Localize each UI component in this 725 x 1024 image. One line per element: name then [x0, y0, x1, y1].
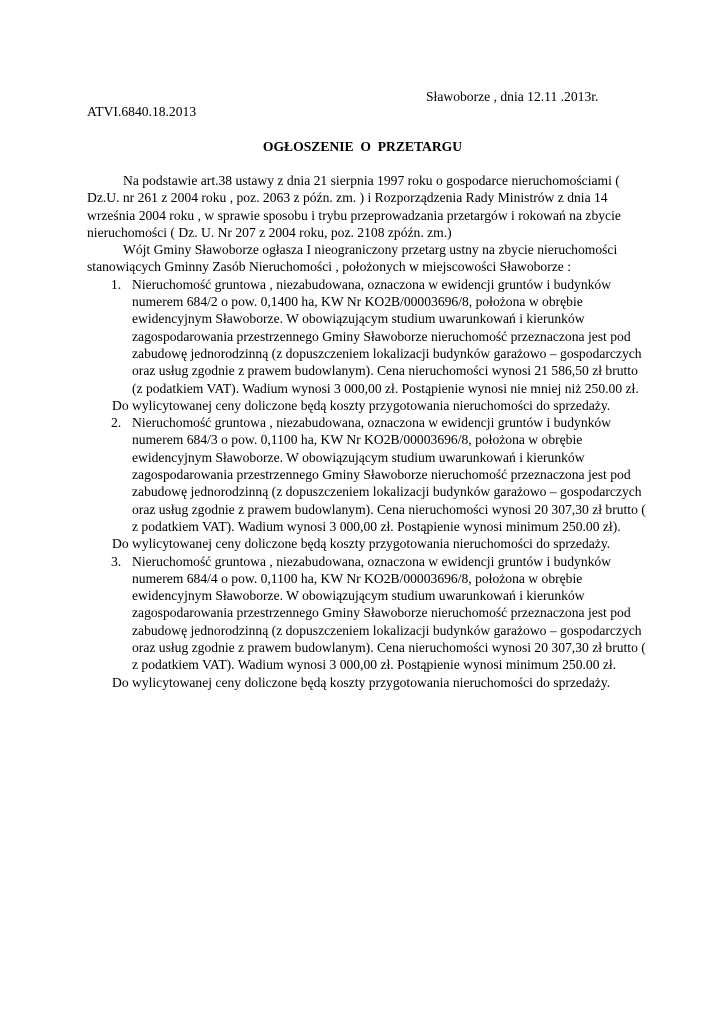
property-item-2: [87, 414, 647, 535]
place-and-date: Sławoborze , dnia 12.11 .2013r.: [426, 89, 599, 104]
property-item-1: [87, 276, 647, 397]
reference-number: ATVI.6840.18.2013: [87, 104, 197, 119]
item-footer-note: Do wylicytowanej ceny doliczone będą koszty przygotowania nieruchomości do sprzedaży.: [112, 536, 611, 552]
item-footer-note: Do wylicytowanej ceny doliczone będą koszty przygotowania nieruchomości do sprzedaży.: [112, 674, 611, 690]
item-number: 1.: [111, 276, 122, 292]
item-footer-note: Do wylicytowanej ceny doliczone będą koszty przygotowania nieruchomości do sprzedaży.: [112, 397, 611, 413]
legal-basis-paragraph: Na podstawie art.38 ustawy z dnia 21 sierpnia 1997 roku o gospodarce nieruchomościami ( Dz.U. nr 261 z 2004 roku , poz. 2063 z późn. zm. ) i Rozporządzenia Rady Ministrów z dnia 14 września 2004 roku , w sprawie sposobu i trybu przeprowadzania przetargów i rokowań na zbycie nieruchomości ( Dz. U. Nr 207 z 2004 roku, poz. 2108 zpóźn. zm.): [87, 173, 621, 240]
item-number: 3.: [111, 553, 122, 569]
document-body: [87, 172, 647, 691]
property-item-3: [87, 553, 647, 674]
document-title: OGŁOSZENIE O PRZETARGU: [262, 139, 463, 154]
item-number: 2.: [111, 415, 122, 431]
item-description: Nieruchomość gruntowa , niezabudowana, oznaczona w ewidencji gruntów i budynków numerem 684/3 o pow. 0,1100 ha, KW Nr KO2B/00003696/8, położona w obrębie ewidencyjnym Sławoborze. W obowiązującym studium uwarunkowań i kierunków zagospodarowania przestrzennego Gminy Sławoborze nieruchomość przeznaczona jest pod zabudowę jednorodzinną (z dopuszczeniem lokalizacji budynków garażowo – gospodarczych oraz usług zgodnie z prawem budowlanym). Cena nieruchomości wynosi 20 307,30 zł brutto ( z podatkiem VAT). Wadium wynosi 3 000,00 zł. Postąpienie wynosi minimum 250.00 zł).: [132, 415, 646, 534]
item-description: Nieruchomość gruntowa , niezabudowana, oznaczona w ewidencji gruntów i budynków numerem 684/2 o pow. 0,1400 ha, KW Nr KO2B/00003696/8, położona w obrębie ewidencyjnym Sławoborze. W obowiązującym studium uwarunkowań i kierunków zagospodarowania przestrzennego Gminy Sławoborze nieruchomość przeznaczona jest pod zabudowę jednorodzinną (z dopuszczeniem lokalizacji budynków garażowo – gospodarczych oraz usług zgodnie z prawem budowlanym). Cena nieruchomości wynosi 21 586,50 zł brutto (z podatkiem VAT). Wadium wynosi 3 000,00 zł. Postąpienie wynosi nie mniej niż 250.00 zł.: [132, 276, 642, 396]
item-description: Nieruchomość gruntowa , niezabudowana, oznaczona w ewidencji gruntów i budynków numerem 684/4 o pow. 0,1100 ha, KW Nr KO2B/00003696/8, położona w obrębie ewidencyjnym Sławoborze. W obowiązującym studium uwarunkowań i kierunków zagospodarowania przestrzennego Gminy Sławoborze nieruchomość przeznaczona jest pod zabudowę jednorodzinną (z dopuszczeniem lokalizacji budynków garażowo – gospodarczych oraz usług zgodnie z prawem budowlanym). Cena nieruchomości wynosi 20 307,30 zł brutto ( z podatkiem VAT). Wadium wynosi 3 000,00 zł. Postąpienie wynosi minimum 250.00 zł.: [132, 553, 646, 673]
announcement-paragraph: Wójt Gminy Sławoborze ogłasza I nieograniczony przetarg ustny na zbycie nieruchomości stanowiących Gminny Zasób Nieruchomości , położonych w miejscowości Sławoborze :: [87, 242, 618, 275]
